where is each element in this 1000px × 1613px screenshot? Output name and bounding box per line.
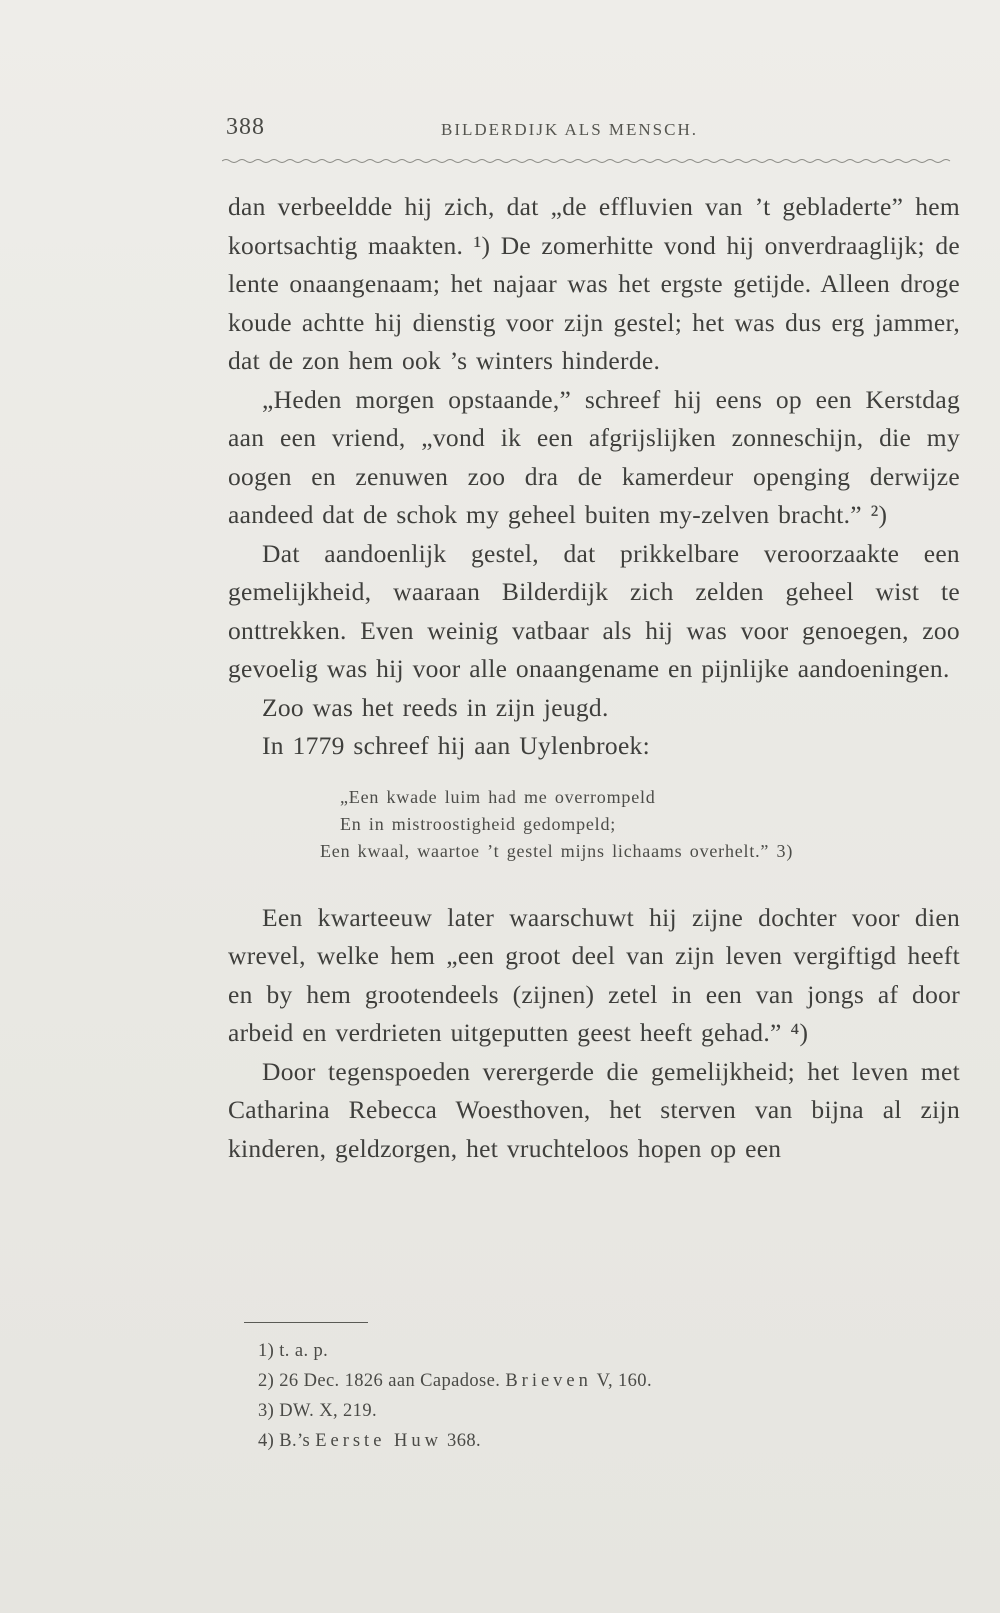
poem-line: En in mistroostigheid gedompeld; <box>340 813 617 834</box>
paragraph: In 1779 schreef hij aan Uylenbroek: <box>262 731 650 760</box>
footnote-number: 3) <box>258 1401 275 1421</box>
poem-line: Een kwaal, waartoe ’t gestel mijns lichaams overhelt.” 3) <box>320 840 794 861</box>
footnote <box>258 1366 652 1396</box>
poem-quotation <box>228 784 960 865</box>
footnote <box>258 1396 652 1426</box>
running-head: BILDERDIJK ALS MENSCH. <box>441 120 698 139</box>
paragraph: Door tegenspoeden verergerde die gemelijkheid; het leven met Catharina Rebecca Woesthoven, het sterven van bijna al zijn kinderen, geldzorgen, het vruchteloos hopen op een <box>228 1056 960 1163</box>
footnote-number: 4) <box>258 1431 275 1451</box>
footnote-text: t. a. p. <box>279 1341 329 1361</box>
footnote-text: DW. X, 219. <box>279 1401 378 1421</box>
poem-line: „Een kwade luim had me overrompeld <box>340 786 656 807</box>
footnote-number: 1) <box>258 1341 275 1361</box>
footnote-title: Eerste Huw <box>315 1431 443 1451</box>
footnote-tail: V, 160. <box>591 1371 652 1391</box>
header-wavy-rule <box>222 158 954 164</box>
page-header <box>226 114 966 154</box>
paragraph: dan verbeeldde hij zich, dat „de effluvien van ’t gebladerte” hem koortsachtig maakten. ¹) De zomerhitte vond hij onverdraaglijk; de lente onaangenaam; het najaar was het ergste getijde. Alleen droge koude achtte hij dienstig voor zijn gestel; het was dus erg jammer, dat de zon hem ook ’s winters hinderde. <box>228 192 960 375</box>
footnote <box>258 1426 652 1456</box>
footnote-title: Brieven <box>505 1371 592 1391</box>
footnote-text: 26 Dec. 1826 aan Capadose. <box>279 1371 506 1391</box>
footnote-tail: 368. <box>442 1431 482 1451</box>
footnote-rule <box>244 1322 368 1323</box>
footnote <box>258 1336 652 1366</box>
footnote-text: B.’s <box>279 1431 316 1451</box>
page-number: 388 <box>226 114 265 140</box>
paragraph: Een kwarteeuw later waarschuwt hij zijne dochter voor dien wrevel, welke hem „een groot deel van zijn leven vergiftigd heeft en by hem grootendeels (zijnen) zetel in een van jongs af door arbeid en verdrieten uitgeputten geest heeft gehad.” ⁴) <box>228 902 960 1047</box>
paragraph: Zoo was het reeds in zijn jeugd. <box>262 692 609 722</box>
footnote-number: 2) <box>258 1371 275 1391</box>
paragraph: „Heden morgen opstaande,” schreef hij eens op een Kerstdag aan een vriend, „vond ik een afgrijslijken zonneschijn, die my oogen en zenuwen zoo dra de kamerdeur openging derwijze aandeed dat de schok my geheel buiten my-zelven bracht.” ²) <box>228 384 960 529</box>
footnotes <box>258 1336 652 1456</box>
paragraph: Dat aandoenlijk gestel, dat prikkelbare veroorzaakte een gemelijkheid, waaraan Bilderdijk zich zelden geheel wist te onttrekken. Even weinig vatbaar als hij was voor genoegen, zoo gevoelig was hij voor alle onaangename en pijnlijke aandoeningen. <box>228 538 960 683</box>
body-text <box>228 188 960 1168</box>
